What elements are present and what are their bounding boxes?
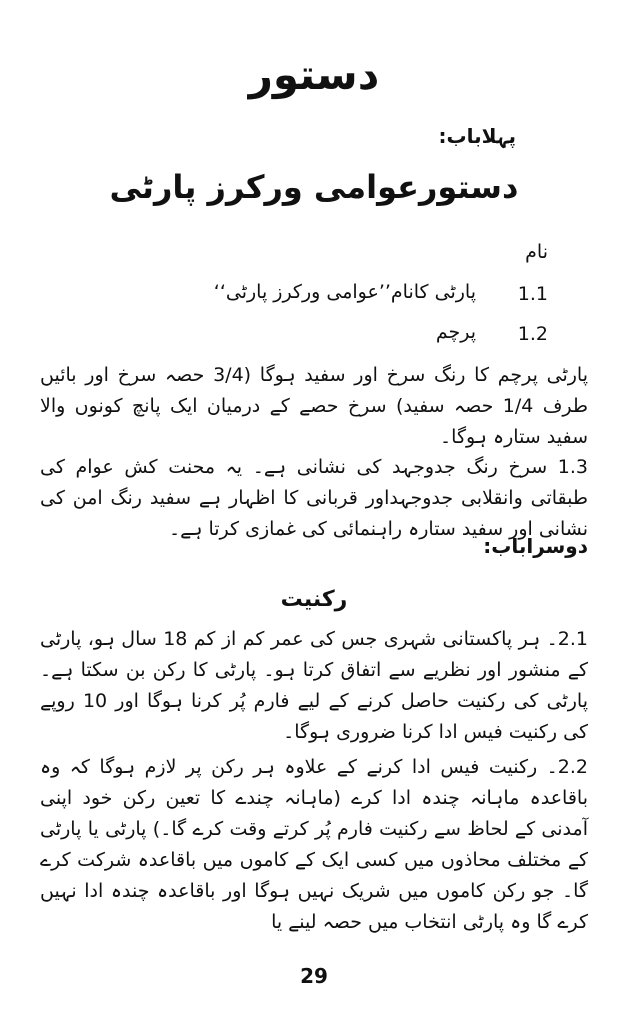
name-heading: نام: [525, 241, 548, 263]
page-number: 29: [300, 964, 328, 988]
item-1-2-number: 1.2: [517, 323, 548, 345]
flag-description-paragraph: پارٹی پرچم کا رنگ سرخ اور سفید ہوگا (3/4 حصہ سرخ اور بائیں طرف 1/4 حصہ سفید) سرخ حصے کے درمیان ایک پانچ کونوں والا سفید ستارہ ہوگا۔: [40, 364, 588, 448]
item-1-2-text: پرچم: [435, 321, 476, 343]
constitution-subtitle: دستورعوامی ورکرز پارٹی: [109, 168, 519, 206]
paragraph-2-2: 2.2۔ رکنیت فیس ادا کرنے کے علاوہ ہر رکن پر لازم ہوگا کہ وہ باقاعدہ ماہانہ چندہ ادا کرے (ماہانہ چندے کا تعین رکن خود اپنی آمدنی کے لحاظ سے رکنیت فارم پُر کرتے وقت کرے گا۔) پارٹی یا پارٹی کے مختلف محاذوں میں کسی ایک کے کاموں میں باقاعدہ شرکت کرے گا۔ جو رکن کاموں میں شریک نہیں ہوگا اور باقاعدہ چندہ ادا نہیں کرے گا وہ پارٹی انتخاب میں حصہ لینے یا: [40, 756, 588, 933]
chapter-2-label: دوسراباب:: [483, 534, 588, 558]
paragraph-2-1: 2.1۔ ہر پاکستانی شہری جس کی عمر کم از کم 18 سال ہو، پارٹی کے منشور اور نظریے سے اتفاق کرتا ہو۔ پارٹی کا رکن بن سکتا ہے۔ پارٹی کی رکنیت حاصل کرنے کے لیے فارم پُر کرنا ہوگا اور 10 روپے کی رکنیت فیس ادا کرنا ضروری ہوگا۔: [40, 628, 588, 743]
chapter-1-label: پہلاباب:: [438, 124, 516, 148]
item-1-1-number: 1.1: [517, 283, 548, 305]
document-title: دستور: [248, 50, 380, 99]
item-1-1-text: پارٹی کانام’’عوامی ورکرز پارٹی‘‘: [213, 281, 476, 303]
membership-heading: رکنیت: [280, 587, 348, 612]
paragraph-1-3: 1.3 سرخ رنگ جدوجہد کی نشانی ہے۔ یہ محنت کش عوام کی طبقاتی وانقلابی جدوجہداور قربانی کا اظہار ہے سفید رنگ امن کی نشانی اور سفید ستارہ راہنمائی کی غمازی کرتا ہے۔: [40, 456, 588, 540]
